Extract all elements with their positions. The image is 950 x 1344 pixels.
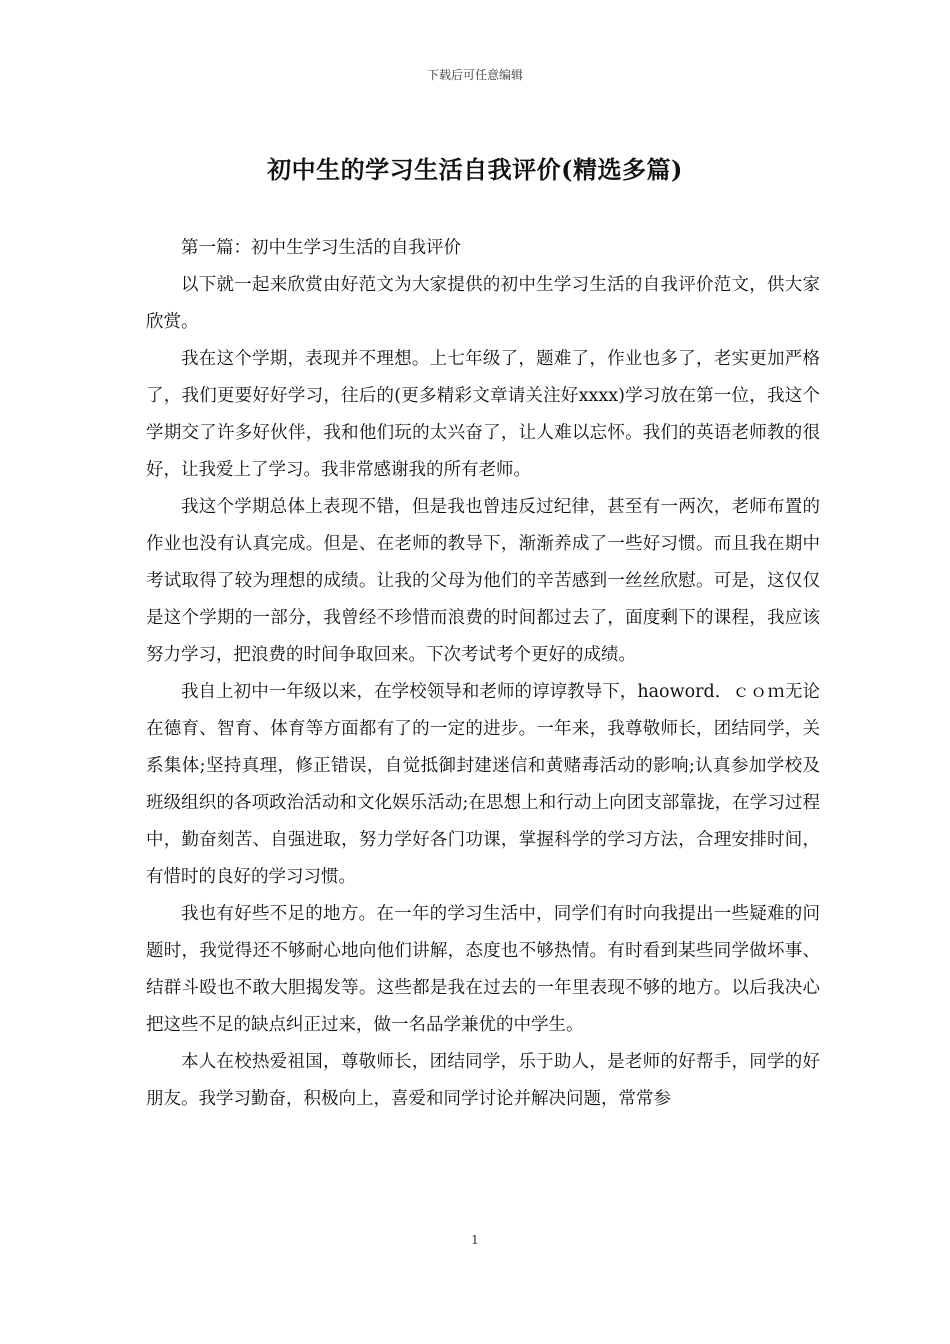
section-heading: 第一篇：初中生学习生活的自我评价 [181, 238, 461, 258]
document-title: 初中生的学习生活自我评价(精选多篇) [267, 155, 683, 184]
paragraph: 我也有好些不足的地方。在一年的学习生活中，同学们有时向我提出一些疑难的问题时，我觉得还不够耐心地向他们讲解，态度也不够热情。有时看到某些同学做坏事、结群斗殴也不敢大胆揭发等。这些都是我在过去的一年里表现不够的地方。以后我决心把这些不足的缺点纠正过来，做一名品学兼优的中学生。 [146, 904, 820, 1035]
document-body [146, 230, 820, 1118]
paragraph: 以下就一起来欣赏由好范文为大家提供的初中生学习生活的自我评价范文，供大家欣赏。 [146, 275, 820, 332]
paragraph: 我自上初中一年级以来，在学校领导和老师的谆谆教导下，haoword．ｃｏｍ无论在德育、智育、体育等方面都有了的一定的进步。一年来，我尊敬师长，团结同学，关系集体;坚持真理，修正错误，自觉抵御封建迷信和黄赌毒活动的影响;认真参加学校及班级组织的各项政治活动和文化娱乐活动;在思想上和行动上向团支部靠拢，在学习过程中，勤奋刻苦、自强进取，努力学好各门功课，掌握科学的学习方法，合理安排时间，有惜时的良好的学习习惯。 [146, 682, 820, 887]
header-note: 下载后可任意编辑 [426, 68, 523, 82]
page-number: 1 [471, 1233, 479, 1247]
paragraph: 我这个学期总体上表现不错，但是我也曾违反过纪律，甚至有一两次，老师布置的作业也没有认真完成。但是、在老师的教导下，渐渐养成了一些好习惯。而且我在期中考试取得了较为理想的成绩。让我的父母为他们的辛苦感到一丝丝欣慰。可是，这仅仅是这个学期的一部分，我曾经不珍惜而浪费的时间都过去了，面度剩下的课程，我应该努力学习，把浪费的时间争取回来。下次考试考个更好的成绩。 [146, 497, 820, 665]
paragraph: 我在这个学期，表现并不理想。上七年级了，题难了，作业也多了，老实更加严格了，我们更要好好学习，往后的(更多精彩文章请关注好xxxx)学习放在第一位，我这个学期交了许多好伙伴，我和他们玩的太兴奋了，让人难以忘怀。我们的英语老师教的很好，让我爱上了学习。我非常感谢我的所有老师。 [146, 349, 820, 480]
paragraph: 本人在校热爱祖国，尊敬师长，团结同学，乐于助人，是老师的好帮手，同学的好朋友。我学习勤奋，积极向上，喜爱和同学讨论并解决问题，常常参 [146, 1052, 820, 1109]
